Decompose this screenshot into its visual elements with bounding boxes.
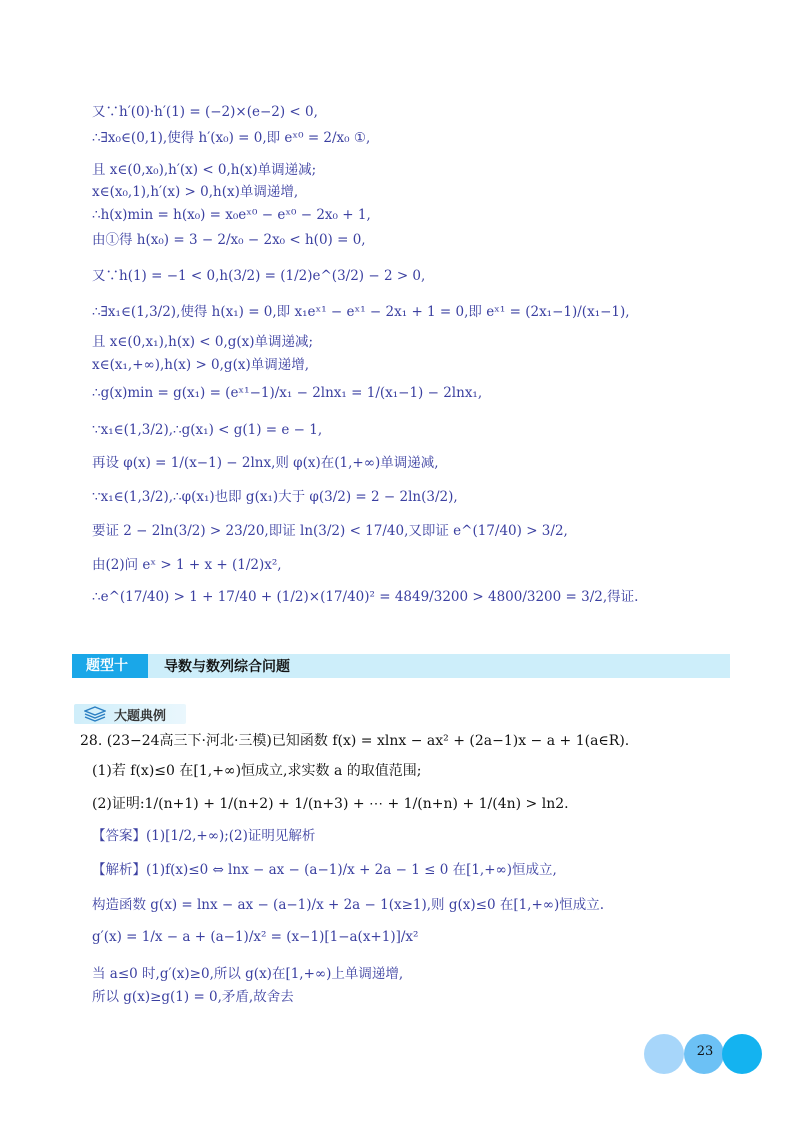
solution-line: ∵x₁∈(1,3/2),∴g(x₁) < g(1) = e − 1,	[92, 422, 323, 438]
answer-line: g′(x) = 1/x − a + (a−1)/x² = (x−1)[1−a(x+1)]/x²	[92, 929, 419, 945]
badge-circle-right	[722, 1034, 762, 1074]
solution-line: 再设 φ(x) = 1/(x−1) − 2lnx,则 φ(x)在(1,+∞)单调递减,	[92, 455, 439, 471]
solution-line: x∈(x₀,1),h′(x) > 0,h(x)单调递增,	[92, 184, 299, 200]
solution-line: ∴h(x)min = h(x₀) = x₀eˣ⁰ − eˣ⁰ − 2x₀ + 1,	[92, 207, 371, 223]
problem-part2: (2)证明:1/(n+1) + 1/(n+2) + 1/(n+3) + ⋯ + 1/(n+n) + 1/(4n) > ln2.	[92, 796, 569, 812]
answer-line: 构造函数 g(x) = lnx − ax − (a−1)/x + 2a − 1(x≥1),则 g(x)≤0 在[1,+∞)恒成立.	[92, 897, 605, 913]
example-label	[74, 704, 186, 724]
answer-line: 当 a≤0 时,g′(x)≥0,所以 g(x)在[1,+∞)上单调递增,	[92, 966, 404, 982]
solution-line: ∴g(x)min = g(x₁) = (eˣ¹−1)/x₁ − 2lnx₁ = 1/(x₁−1) − 2lnx₁,	[92, 385, 483, 401]
solution-line: 由①得 h(x₀) = 3 − 2/x₀ − 2x₀ < h(0) = 0,	[92, 232, 366, 248]
solution-line: 要证 2 − 2ln(3/2) > 23/20,即证 ln(3/2) < 17/40,又即证 e^(17/40) > 3/2,	[92, 523, 568, 539]
problem-stem: 28. (23−24高三下·河北·三模)已知函数 f(x) = xlnx − ax² + (2a−1)x − a + 1(a∈R).	[80, 733, 630, 749]
solution-line: 且 x∈(0,x₀),h′(x) < 0,h(x)单调递减;	[92, 162, 317, 178]
solution-line: ∵x₁∈(1,3/2),∴φ(x₁)也即 g(x₁)大于 φ(3/2) = 2 − 2ln(3/2),	[92, 489, 458, 505]
layers-icon	[84, 706, 106, 722]
problem-part1: (1)若 f(x)≤0 在[1,+∞)恒成立,求实数 a 的取值范围;	[92, 763, 422, 779]
solution-line: ∴∃x₁∈(1,3/2),使得 h(x₁) = 0,即 x₁eˣ¹ − eˣ¹ − 2x₁ + 1 = 0,即 eˣ¹ = (2x₁−1)/(x₁−1),	[92, 304, 630, 320]
answer-line: 【答案】(1)[1/2,+∞);(2)证明见解析	[92, 828, 316, 844]
solution-line: ∴∃x₀∈(0,1),使得 h′(x₀) = 0,即 eˣ⁰ = 2/x₀ ①,	[92, 130, 371, 146]
section-title: 导数与数列综合问题	[164, 659, 290, 675]
section-header	[72, 654, 730, 678]
solution-line: 且 x∈(0,x₁),h(x) < 0,g(x)单调递减;	[92, 334, 314, 350]
solution-line: 由(2)问 eˣ > 1 + x + (1/2)x²,	[92, 557, 282, 573]
answer-line: 【解析】(1)f(x)≤0 ⇔ lnx − ax − (a−1)/x + 2a − 1 ≤ 0 在[1,+∞)恒成立,	[92, 862, 557, 878]
badge-circle-left	[644, 1034, 684, 1074]
solution-line: 又∵h(1) = −1 < 0,h(3/2) = (1/2)e^(3/2) − 2 > 0,	[92, 268, 426, 284]
answer-line: 所以 g(x)≥g(1) = 0,矛盾,故舍去	[92, 989, 294, 1005]
page-number: 23	[696, 1044, 714, 1059]
example-label-text: 大题典例	[114, 708, 167, 724]
solution-line: ∴e^(17/40) > 1 + 17/40 + (1/2)×(17/40)² = 4849/3200 > 4800/3200 = 3/2,得证.	[92, 589, 639, 605]
solution-line: x∈(x₁,+∞),h(x) > 0,g(x)单调递增,	[92, 357, 310, 373]
solution-line: 又∵h′(0)·h′(1) = (−2)×(e−2) < 0,	[92, 104, 318, 120]
section-tag: 题型十	[72, 654, 148, 678]
page-number-badge	[644, 1034, 764, 1074]
